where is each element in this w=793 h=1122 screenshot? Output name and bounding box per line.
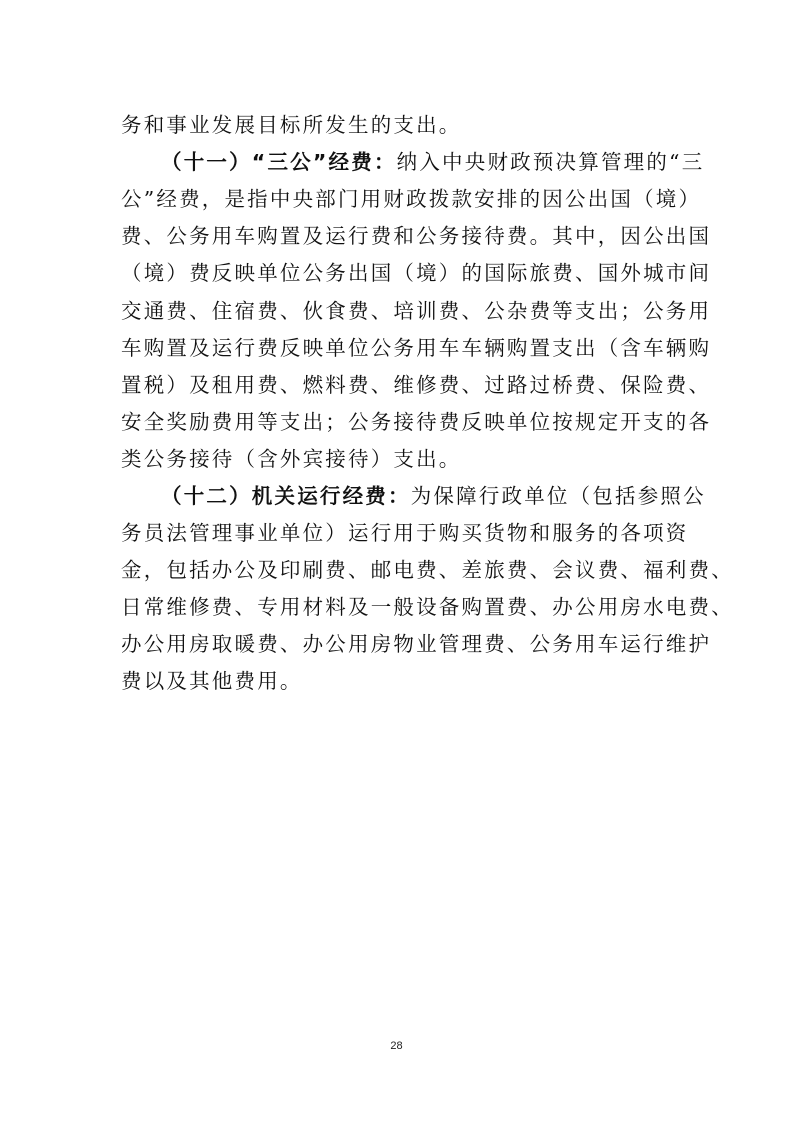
text-line-8 xyxy=(121,371,711,399)
line-text: 为保障行政单位（包括参照公 xyxy=(410,484,706,508)
section-heading-three-public-expenses: （十一）“三公”经费： xyxy=(161,150,397,174)
line-text: 类公务接待（含外宾接待）支出。 xyxy=(121,447,462,471)
page-number: 28 xyxy=(390,1040,403,1052)
text-line-4 xyxy=(121,222,711,250)
line-text: （境）费反映单位公务出国（境）的国际旅费、国外城市间 xyxy=(121,261,712,285)
text-line-16 xyxy=(121,667,303,695)
section-11-heading-line xyxy=(161,148,704,176)
line-text: 公”经费，是指中央部门用财政拨款安排的因公出国（境） xyxy=(121,187,702,211)
line-text: 安全奖励费用等支出；公务接待费反映单位按规定开支的各 xyxy=(121,410,712,434)
text-line-13 xyxy=(121,556,734,584)
text-line-10 xyxy=(121,445,462,473)
line-text: 置税）及租用费、燃料费、维修费、过路过桥费、保险费、 xyxy=(121,373,712,397)
text-line-14 xyxy=(121,593,734,621)
line-text: 日常维修费、专用材料及一般设备购置费、办公用房水电费、 xyxy=(121,595,734,619)
line-text: 务员法管理事业单位）运行用于购买货物和服务的各项资 xyxy=(121,521,689,545)
line-text: 交通费、住宿费、伙食费、培训费、公杂费等支出；公务用 xyxy=(121,299,712,323)
section-12-heading-line xyxy=(161,482,706,510)
text-line-12 xyxy=(121,519,689,547)
text-line-5 xyxy=(121,259,711,287)
line-text: 务和事业发展目标所发生的支出。 xyxy=(121,113,462,137)
text-line-15 xyxy=(121,630,711,658)
line-text: 办公用房取暖费、办公用房物业管理费、公务用车运行维护 xyxy=(121,632,712,656)
text-line-6 xyxy=(121,297,711,325)
section-heading-agency-operating-expenses: （十二）机关运行经费： xyxy=(161,484,411,508)
line-text: 车购置及运行费反映单位公务用车车辆购置支出（含车辆购 xyxy=(121,336,712,360)
line-text: 纳入中央财政预决算管理的“三 xyxy=(396,150,705,174)
text-line-3 xyxy=(121,185,701,213)
line-text: 费、公务用车购置及运行费和公务接待费。其中，因公出国 xyxy=(121,224,712,248)
line-text: 费以及其他费用。 xyxy=(121,669,303,693)
text-line-1 xyxy=(121,111,462,139)
line-text: 金，包括办公及印刷费、邮电费、差旅费、会议费、福利费、 xyxy=(121,558,734,582)
text-line-7 xyxy=(121,334,711,362)
text-line-9 xyxy=(121,408,711,436)
